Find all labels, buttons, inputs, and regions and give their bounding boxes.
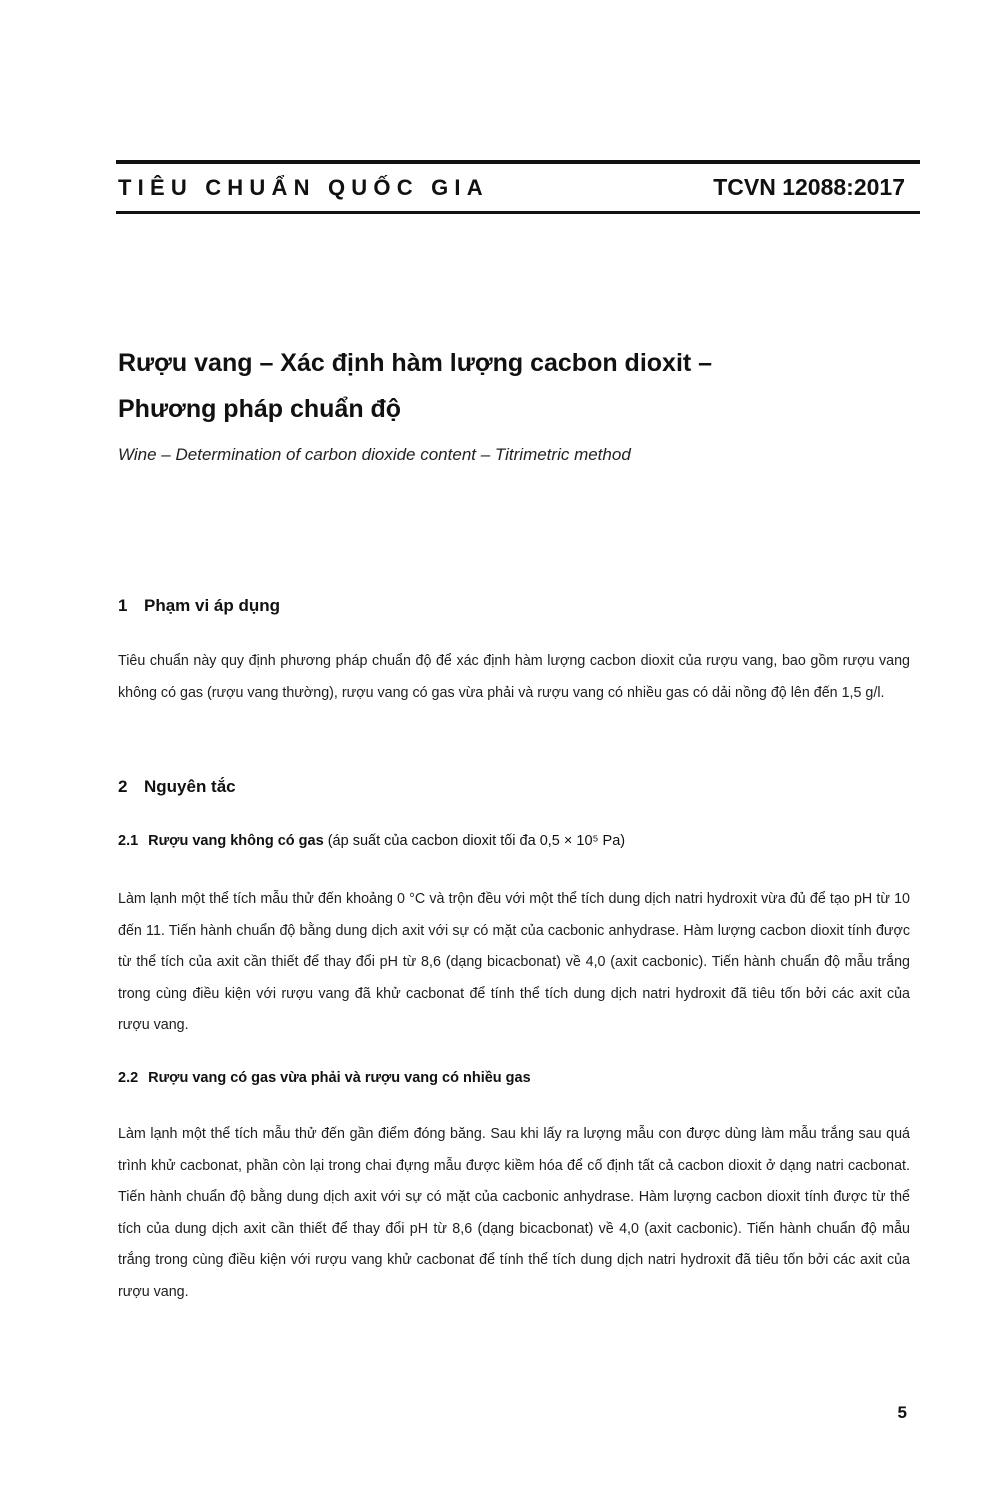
section-2-1-body: Làm lạnh một thể tích mẫu thử đến khoảng 0 °C và trộn đều với một thể tích dung dịch natri hydroxit vừa đủ để tạo pH từ 10 đến 11. Tiến hành chuẩn độ bằng dung dịch axit với sự có mặt của cacbonic anhydrase. Hàm lượng cacbon dioxit tính được từ thể tích của axit cần thiết để thay đổi pH từ 8,6 (dạng bicacbonat) về 4,0 (axit cacbonic). Tiến hành chuẩn độ mẫu trắng trong cùng điều kiện với rượu vang đã khử cacbonat để tính thể tích dung dịch natri hydroxit đã tiêu tốn bởi các axit của rượu vang. xyxy=(118,891,910,1034)
standard-code: TCVN 12088:2017 xyxy=(713,174,905,200)
section-1-heading xyxy=(118,596,280,616)
page-number: 5 xyxy=(897,1403,907,1422)
section-2-title: Nguyên tắc xyxy=(144,777,236,796)
section-1-body: Tiêu chuẩn này quy định phương pháp chuẩn độ để xác định hàm lượng cacbon dioxit của rượu vang, bao gồm rượu vang không có gas (rượu vang thường), rượu vang có gas vừa phải và rượu vang có nhiều gas có dải nồng độ lên đến 1,5 g/l. xyxy=(118,653,910,701)
document-title xyxy=(118,340,878,432)
section-1-title: Phạm vi áp dụng xyxy=(144,596,281,615)
section-2-number: 2 xyxy=(118,777,128,796)
section-1-number: 1 xyxy=(118,596,128,615)
title-line-2: Phương pháp chuẩn độ xyxy=(118,395,402,423)
section-2-1-note: (áp suất của cacbon dioxit tối đa 0,5 × 10⁵ Pa) xyxy=(327,833,626,849)
section-2-2-title: Rượu vang có gas vừa phải và rượu vang có nhiều gas xyxy=(148,1070,531,1086)
section-2-2-heading xyxy=(118,1070,531,1086)
section-2-heading xyxy=(118,777,236,797)
section-2-2-number: 2.2 xyxy=(118,1070,139,1086)
title-line-1: Rượu vang – Xác định hàm lượng cacbon dioxit – xyxy=(118,349,713,377)
header-rule-bottom xyxy=(116,211,920,214)
standard-type-label: TIÊU CHUẨN QUỐC GIA xyxy=(118,175,489,200)
section-2-1-heading xyxy=(118,833,625,849)
header-rule-top xyxy=(116,160,920,164)
english-title: Wine – Determination of carbon dioxide content – Titrimetric method xyxy=(118,445,631,464)
section-2-2-body: Làm lạnh một thể tích mẫu thử đến gần điểm đóng băng. Sau khi lấy ra lượng mẫu con được dùng làm mẫu trắng sau quá trình khử cacbonat, phần còn lại trong chai đựng mẫu được kiềm hóa để cố định tất cả cacbon dioxit ở dạng natri cacbonat. Tiến hành chuẩn độ bằng dung dịch axit với sự có mặt của cacbonic anhydrase. Hàm lượng cacbon dioxit tính được từ thể tích của dung dịch axit cần thiết để thay đổi pH từ 8,6 (dạng bicacbonat) về 4,0 (axit cacbonic). Tiến hành chuẩn độ mẫu trắng trong cùng điều kiện với rượu vang khử cacbonat để tính thể tích dung dịch natri hydroxit đã tiêu tốn bởi các axit của rượu vang. xyxy=(118,1126,910,1300)
section-2-1-number: 2.1 xyxy=(118,833,139,849)
section-2-1-title: Rượu vang không có gas xyxy=(148,833,324,849)
